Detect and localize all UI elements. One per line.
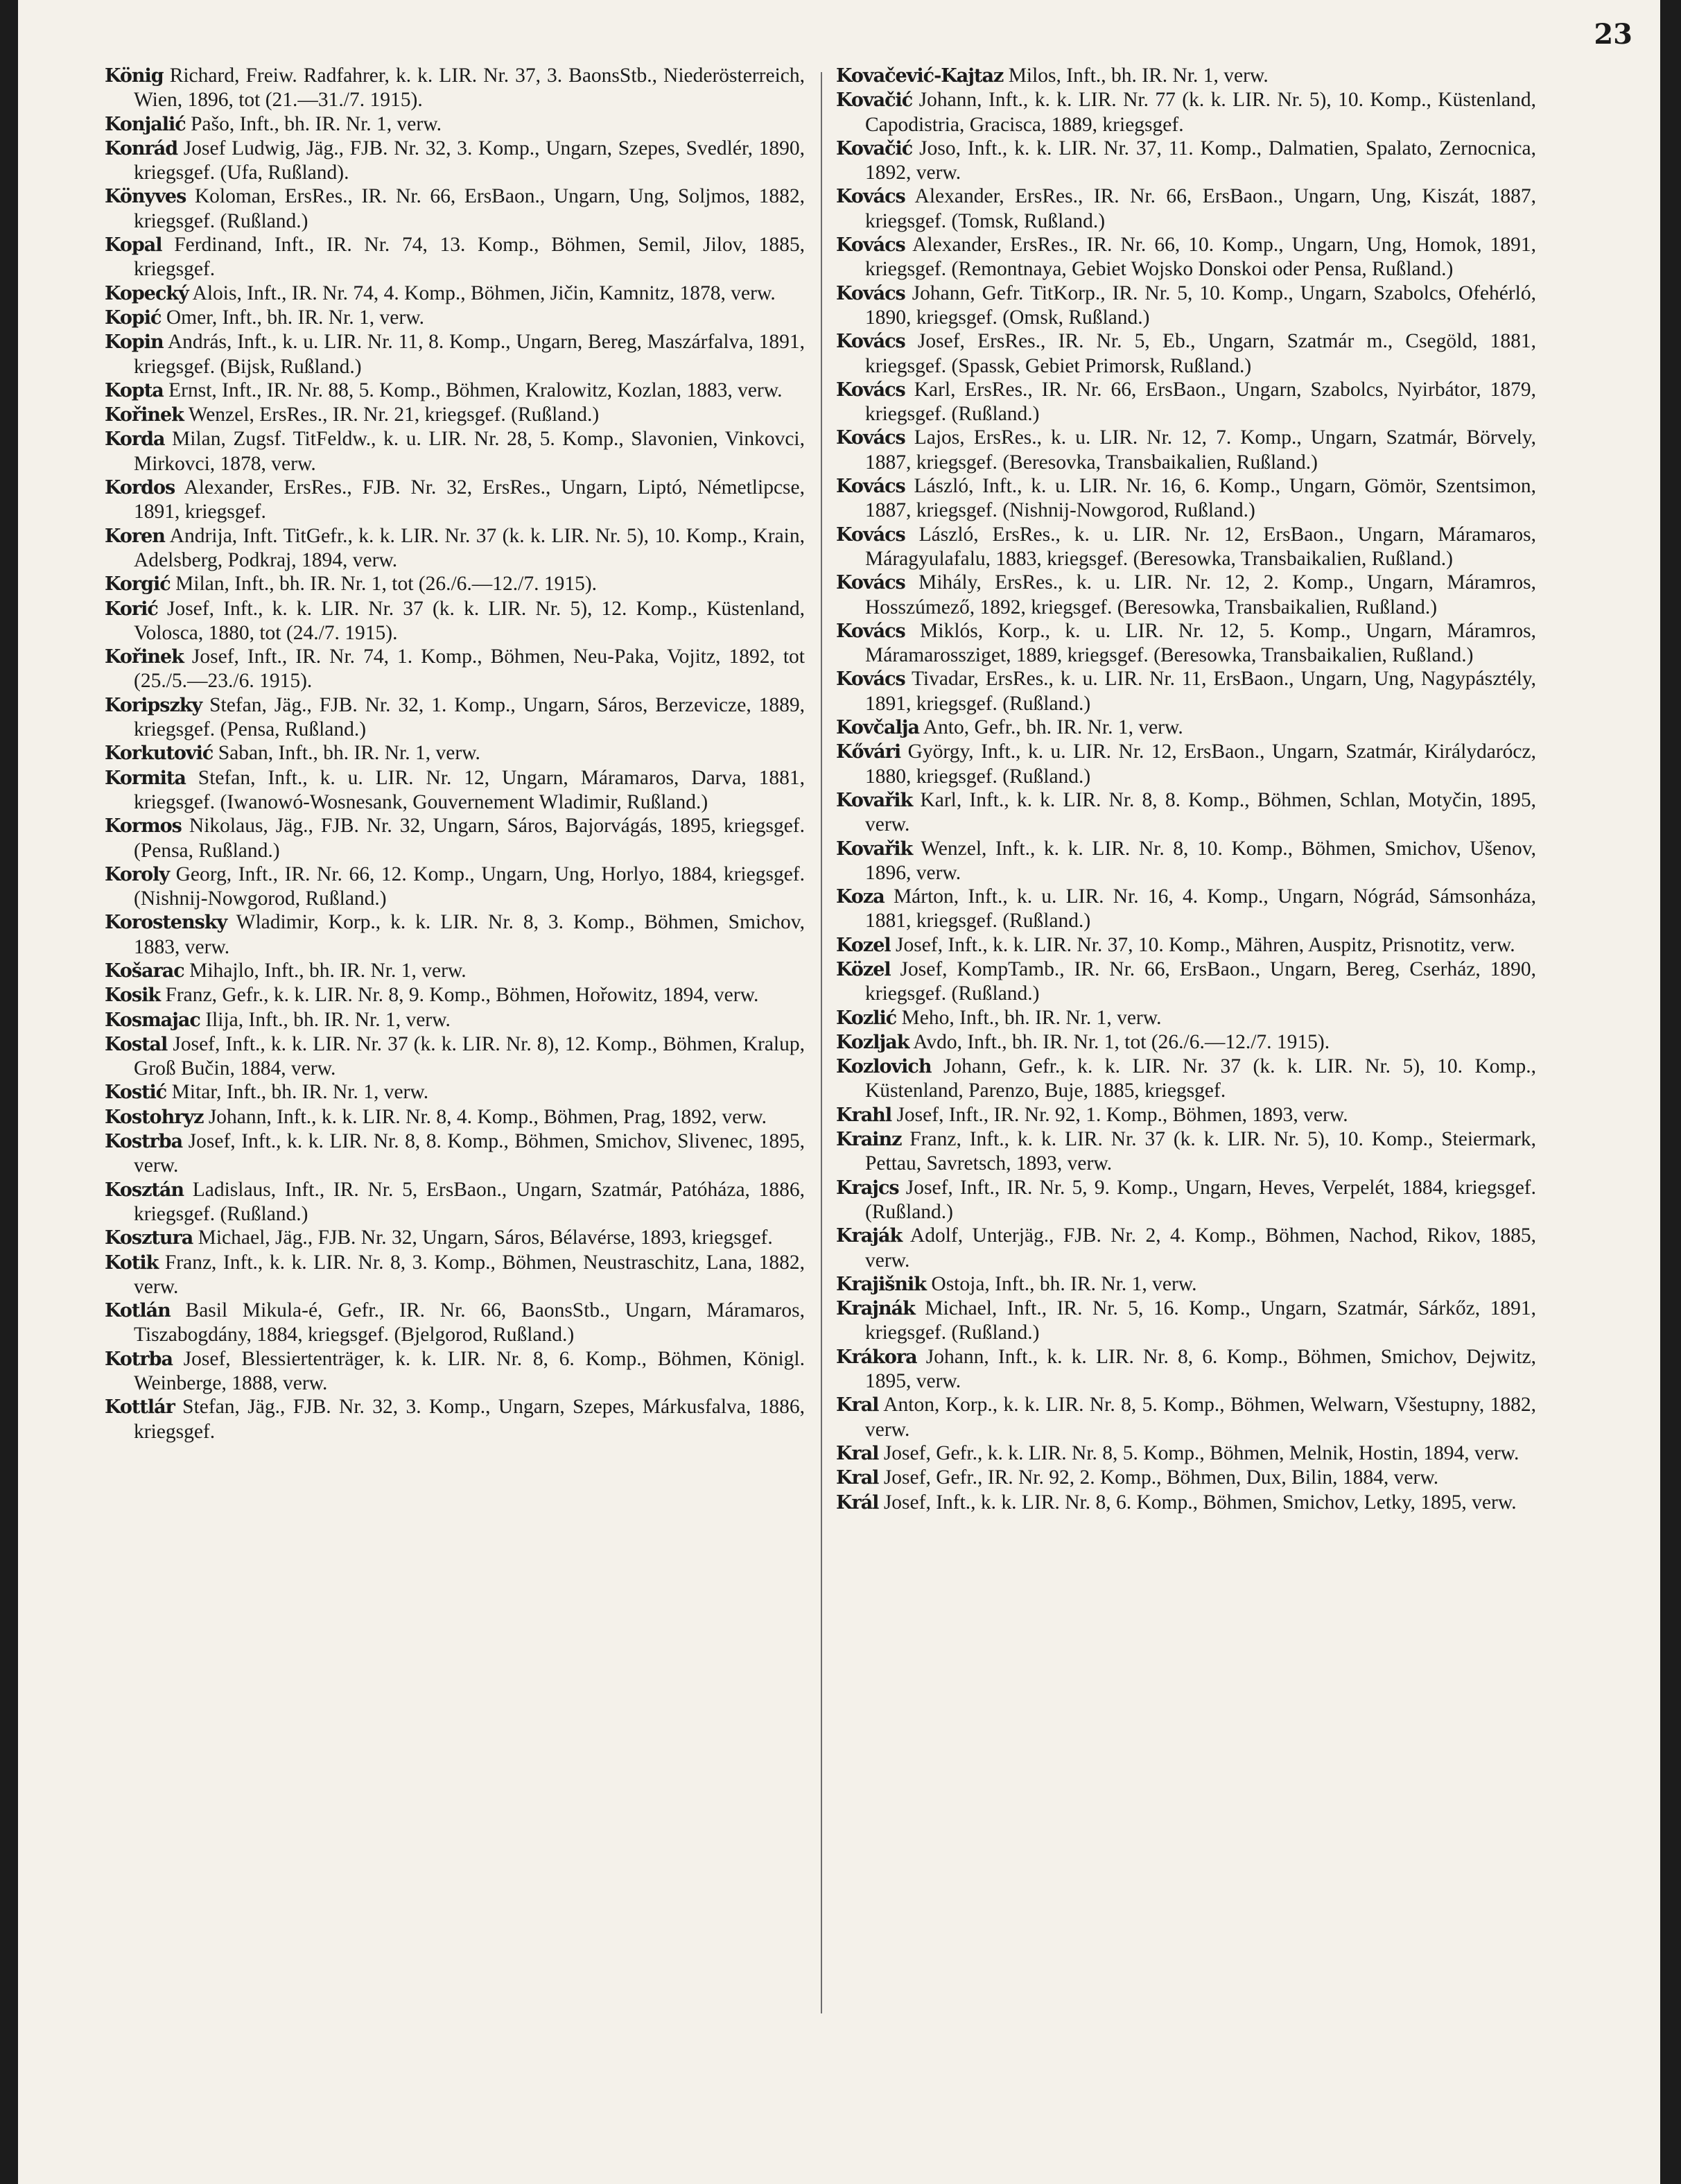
entry [105, 1008, 805, 1032]
entry-text: Mihajlo, Inft., bh. IR. Nr. 1, verw. [184, 959, 467, 982]
entry-text: Josef, Gefr., k. k. LIR. Nr. 8, 5. Komp., Böhmen, Melnik, Hostin, 1894, verw. [878, 1441, 1519, 1464]
entry-name: Kosmajac [105, 1009, 200, 1031]
entry-name: Kottlár [105, 1396, 175, 1419]
entry-text: Josef, Inft., IR. Nr. 92, 1. Komp., Böhmen, 1893, verw. [891, 1103, 1348, 1126]
entry-text: Tivadar, ErsRes., k. u. LIR. Nr. 11, ErsBaon., Ungarn, Ung, Nagypásztély, 1891, kriegsgef. (Rußland.) [865, 668, 1536, 715]
entry-text: Nikolaus, Jäg., FJB. Nr. 32, Ungarn, Sáros, Bajorvágás, 1895, kriegsgef. (Pensa, Rußland.) [134, 815, 805, 862]
entry [105, 112, 805, 137]
entry-name: Kral [836, 1442, 879, 1464]
entry-name: Kozljak [836, 1031, 909, 1053]
entry [836, 523, 1536, 571]
entry [105, 64, 805, 112]
entry [105, 233, 805, 281]
entry-name: Közel [836, 958, 891, 980]
entry-text: Josef, ErsRes., IR. Nr. 5, Eb., Ungarn, Szatmár m., Csegöld, 1881, kriegsgef. (Spassk, Gebiet Primorsk, Rußland.) [865, 330, 1536, 377]
entry-name: Krákora [836, 1346, 917, 1368]
entry-name: Kral [836, 1394, 879, 1416]
entry [836, 716, 1536, 740]
entry-name: Kotlán [105, 1300, 171, 1322]
entry [836, 329, 1536, 378]
entry-name: Kovács [836, 379, 905, 401]
entry-text: Basil Mikula-é, Gefr., IR. Nr. 66, BaonsStb., Ungarn, Máramaros, Tiszabogdány, 1884, kriegsgef. (Bjelgorod, Rußland.) [134, 1299, 805, 1346]
entry-text: Adolf, Unterjäg., FJB. Nr. 2, 4. Komp., Böhmen, Nachod, Rikov, 1885, verw. [865, 1224, 1536, 1272]
entry-text: Josef, Inft., k. k. LIR. Nr. 37 (k. k. LIR. Nr. 8), 12. Komp., Böhmen, Kralup, Groß Bučin, 1884, verw. [134, 1032, 805, 1080]
entry [836, 1393, 1536, 1441]
entry-text: Pašo, Inft., bh. IR. Nr. 1, verw. [185, 112, 442, 135]
entry [105, 524, 805, 573]
right-column [836, 64, 1536, 1515]
entry [836, 1297, 1536, 1345]
entry-text: Richard, Freiw. Radfahrer, k. k. LIR. Nr. 37, 3. BaonsStb., Niederösterreich, Wien, 1896, tot (21.—31./7. 1915). [134, 64, 805, 112]
entry-text: Alexander, ErsRes., IR. Nr. 66, ErsBaon., Ungarn, Ung, Kiszát, 1887, kriegsgef. (Tomsk, Rußland.) [865, 185, 1536, 232]
entry-name: Krajišnik [836, 1273, 927, 1295]
entry-name: Kovács [836, 620, 905, 642]
entry [836, 667, 1536, 716]
entry-name: Kovács [836, 186, 905, 208]
entry-text: Franz, Inft., k. k. LIR. Nr. 37 (k. k. LIR. Nr. 5), 10. Komp., Steiermark, Pettau, Savretsch, 1893, verw. [865, 1128, 1536, 1175]
entry-text: Ilija, Inft., bh. IR. Nr. 1, verw. [200, 1008, 451, 1031]
entry-name: Kral [836, 1467, 879, 1489]
entry [105, 1226, 805, 1250]
entry-text: Anto, Gefr., bh. IR. Nr. 1, verw. [919, 716, 1183, 739]
entry [105, 1105, 805, 1129]
entry [105, 403, 805, 427]
entry-name: Korda [105, 428, 165, 451]
entry-name: König [105, 65, 164, 87]
entry [836, 740, 1536, 788]
entry-name: Kopić [105, 306, 162, 329]
entry-text: Johann, Inft., k. k. LIR. Nr. 8, 4. Komp., Böhmen, Prag, 1892, verw. [203, 1105, 767, 1128]
entry [105, 597, 805, 645]
entry [105, 814, 805, 863]
entry-name: Korić [105, 598, 158, 620]
entry [836, 233, 1536, 281]
entry-text: Josef, Inft., k. k. LIR. Nr. 37 (k. k. LIR. Nr. 5), 12. Komp., Küstenland, Volosca, 1880, tot (24./7. 1915). [134, 597, 805, 644]
entry [105, 184, 805, 233]
entry-text: András, Inft., k. u. LIR. Nr. 11, 8. Komp., Ungarn, Bereg, Maszárfalva, 1891, kriegsgef. (Bijsk, Rußland.) [134, 331, 805, 378]
entry [105, 427, 805, 476]
entry-text: Georg, Inft., IR. Nr. 66, 12. Komp., Ungarn, Ung, Horlyo, 1884, kriegsgef. (Nishnij-Nowgorod, Rußland.) [134, 863, 805, 910]
entry-text: Ernst, Inft., IR. Nr. 88, 5. Komp., Böhmen, Kralowitz, Kozlan, 1883, verw. [163, 379, 783, 401]
entry-name: Kovács [836, 427, 905, 449]
entry [836, 378, 1536, 426]
entry-name: Kovács [836, 668, 905, 691]
entry-text: Josef, Gefr., IR. Nr. 92, 2. Komp., Böhmen, Dux, Bilin, 1884, verw. [878, 1466, 1439, 1489]
entry [105, 1080, 805, 1104]
entry-text: Wenzel, ErsRes., IR. Nr. 21, kriegsgef. (Rußland.) [183, 404, 600, 426]
entry-name: Kosztán [105, 1179, 184, 1201]
entry-text: Josef, Inft., k. k. LIR. Nr. 8, 6. Komp., Böhmen, Smichov, Letky, 1895, verw. [878, 1491, 1517, 1514]
entry-name: Konrád [105, 137, 178, 159]
entry-name: Kotik [105, 1251, 159, 1274]
entry [836, 885, 1536, 933]
entry [836, 137, 1536, 185]
entry-text: Wladimir, Korp., k. k. LIR. Nr. 8, 3. Komp., Böhmen, Smichov, 1883, verw. [134, 911, 805, 958]
entry-text: Josef, Blessiertenträger, k. k. LIR. Nr. 8, 6. Komp., Böhmen, Königl. Weinberge, 1888, verw. [134, 1347, 805, 1395]
entry-name: Kostal [105, 1033, 168, 1055]
entry-text: Stefan, Jäg., FJB. Nr. 32, 1. Komp., Ungarn, Sáros, Berzevicze, 1889, kriegsgef. (Pensa, Rußland.) [134, 693, 805, 741]
entry-text: Josef, Inft., k. k. LIR. Nr. 8, 8. Komp., Böhmen, Smichov, Slivenec, 1895, verw. [134, 1130, 805, 1177]
entry-name: Kostić [105, 1082, 167, 1104]
entry-text: Michael, Inft., IR. Nr. 5, 16. Komp., Ungarn, Szatmár, Sárkőz, 1891, kriegsgef. (Rußland.) [865, 1297, 1536, 1344]
entry-text: Milos, Inft., bh. IR. Nr. 1, verw. [1003, 64, 1269, 87]
entry [105, 330, 805, 379]
entry-text: Mihály, ErsRes., k. u. LIR. Nr. 12, 2. Komp., Ungarn, Máramros, Hosszúmező, 1892, kriegsgef. (Beresowka, Transbaikalien, Rußland.) [865, 571, 1536, 618]
entry-name: Kozlovich [836, 1056, 932, 1078]
entry-name: Kordos [105, 477, 175, 499]
entry [836, 788, 1536, 837]
entry-name: Kostohryz [105, 1106, 204, 1128]
entry [105, 1129, 805, 1178]
entry-name: Kovács [836, 572, 905, 594]
entry-text: Anton, Korp., k. k. LIR. Nr. 8, 5. Komp., Böhmen, Welwarn, Všestupny, 1882, verw. [865, 1394, 1536, 1441]
entry-name: Kraják [836, 1225, 903, 1247]
entry [836, 837, 1536, 885]
entry-name: Kotrba [105, 1348, 173, 1370]
entry-name: Kostrba [105, 1131, 183, 1153]
entry [105, 1251, 805, 1299]
entry-name: Koren [105, 525, 165, 547]
entry [836, 619, 1536, 668]
entry [105, 766, 805, 815]
entry [105, 983, 805, 1007]
entry [836, 1127, 1536, 1176]
entry-text: Franz, Gefr., k. k. LIR. Nr. 8, 9. Komp., Böhmen, Hořowitz, 1894, verw. [160, 984, 759, 1007]
entry-name: Kopta [105, 379, 164, 401]
entry-text: Josef Ludwig, Jäg., FJB. Nr. 32, 3. Komp., Ungarn, Szepes, Svedlér, 1890, kriegsgef. (Ufa, Rußland). [134, 137, 805, 184]
entry-text: Karl, Inft., k. k. LIR. Nr. 8, 8. Komp., Böhmen, Schlan, Motyčin, 1895, verw. [865, 788, 1536, 836]
entry-name: Kozlić [836, 1007, 897, 1029]
entry-text: Franz, Inft., k. k. LIR. Nr. 8, 3. Komp., Böhmen, Neustraschitz, Lana, 1882, verw. [134, 1251, 805, 1298]
entry [105, 645, 805, 693]
entry [105, 693, 805, 742]
entry [836, 933, 1536, 957]
entry-name: Kővári [836, 741, 901, 763]
entry-text: Michael, Jäg., FJB. Nr. 32, Ungarn, Sáros, Bélavérse, 1893, kriegsgef. [193, 1227, 773, 1249]
entry [836, 1030, 1536, 1055]
entry-text: György, Inft., k. u. LIR. Nr. 12, ErsBaon., Ungarn, Szatmár, Királydarócz, 1880, kriegsgef. (Rußland.) [865, 740, 1536, 788]
entry-text: Josef, Inft., k. k. LIR. Nr. 37, 10. Komp., Mähren, Auspitz, Prisnotitz, verw. [890, 933, 1515, 956]
entry-text: Josef, KompTamb., IR. Nr. 66, ErsBaon., Ungarn, Bereg, Cserház, 1890, kriegsgef. (Rußland.) [865, 957, 1536, 1005]
entry-text: László, Inft., k. u. LIR. Nr. 16, 6. Komp., Ungarn, Gömör, Szentsimon, 1887, kriegsgef. (Nishnij-Nowgorod, Rußland.) [865, 475, 1536, 522]
entry-name: Kopal [105, 234, 162, 257]
entry-text: Josef, Inft., IR. Nr. 5, 9. Komp., Ungarn, Heves, Verpelét, 1884, kriegsgef. (Rußland.) [865, 1176, 1536, 1223]
entry-text: Mitar, Inft., bh. IR. Nr. 1, verw. [166, 1081, 429, 1104]
entry-name: Kopin [105, 331, 164, 354]
entry-text: Johann, Gefr. TitKorp., IR. Nr. 5, 10. Komp., Ungarn, Szabolcs, Ofehérló, 1890, kriegsgef. (Omsk, Rußland.) [865, 281, 1536, 329]
page-number: 23 [1594, 18, 1632, 51]
entry-name: Kovács [836, 331, 905, 353]
entry-name: Kovács [836, 282, 905, 304]
entry-text: Johann, Inft., k. k. LIR. Nr. 77 (k. k. LIR. Nr. 5), 10. Komp., Küstenland, Capodistria, Gracisca, 1889, kriegsgef. [865, 89, 1536, 136]
entry-name: Korgić [105, 573, 171, 596]
entry-name: Kovačić [836, 137, 913, 159]
entry-name: Koroly [105, 863, 170, 885]
entry-name: Kovařik [836, 789, 913, 811]
entry [836, 1176, 1536, 1224]
entry [836, 1103, 1536, 1127]
entry-name: Krajcs [836, 1177, 899, 1199]
entry [105, 281, 805, 306]
entry-text: Josef, Inft., IR. Nr. 74, 1. Komp., Böhmen, Neu-Paka, Vojitz, 1892, tot (25./5.—23./6. 1915). [134, 645, 805, 693]
entry-name: Könyves [105, 186, 186, 208]
entry-name: Král [836, 1491, 879, 1514]
left-column [105, 64, 805, 1444]
entry-text: Joso, Inft., k. k. LIR. Nr. 37, 11. Komp., Dalmatien, Spalato, Zernocnica, 1892, verw. [865, 137, 1536, 184]
column-rule [821, 72, 822, 2013]
entry-text: Karl, ErsRes., IR. Nr. 66, ErsBaon., Ungarn, Szabolcs, Nyirbátor, 1879, kriegsgef. (Rußland.) [865, 378, 1536, 426]
entry-name: Kovčalja [836, 717, 920, 739]
entry-name: Kormos [105, 815, 182, 838]
entry [105, 910, 805, 959]
entry-text: Miklós, Korp., k. u. LIR. Nr. 12, 5. Komp., Ungarn, Máramros, Máramarossziget, 1889, kriegsgef. (Beresowka, Transbaikalien, Rußland.) [865, 619, 1536, 667]
entry [105, 1032, 805, 1081]
entry [105, 137, 805, 185]
entry-text: Alois, Inft., IR. Nr. 74, 4. Komp., Böhmen, Jičin, Kamnitz, 1878, verw. [188, 281, 776, 304]
entry [105, 863, 805, 911]
entry-name: Košarac [105, 960, 184, 982]
entry-name: Kovačić [836, 89, 913, 112]
entry [836, 426, 1536, 474]
entry [836, 281, 1536, 330]
entry [105, 476, 805, 524]
entry [105, 572, 805, 596]
entry-text: Avdo, Inft., bh. IR. Nr. 1, tot (26./6.—12./7. 1915). [909, 1030, 1330, 1053]
entry [836, 184, 1536, 233]
entry [105, 741, 805, 765]
entry [836, 474, 1536, 523]
entry [836, 1006, 1536, 1030]
entry-text: Wenzel, Inft., k. k. LIR. Nr. 8, 10. Komp., Böhmen, Smichov, Ušenov, 1896, verw. [865, 837, 1536, 884]
entry-text: Johann, Inft., k. k. LIR. Nr. 8, 6. Komp., Böhmen, Smichov, Dejwitz, 1895, verw. [865, 1345, 1536, 1393]
entry-text: Omer, Inft., bh. IR. Nr. 1, verw. [161, 306, 424, 329]
entry-name: Krahl [836, 1104, 892, 1126]
entry [836, 88, 1536, 137]
entry-name: Krajnák [836, 1298, 915, 1320]
entry-text: Ferdinand, Inft., IR. Nr. 74, 13. Komp., Böhmen, Semil, Jilov, 1885, kriegsgef. [134, 234, 805, 281]
entry-name: Kovács [836, 476, 905, 498]
entry [105, 1299, 805, 1347]
entry-text: Milan, Zugsf. TitFeldw., k. u. LIR. Nr. 28, 5. Komp., Slavonien, Vinkovci, Mirkovci, 1878, verw. [134, 428, 805, 475]
entry [105, 959, 805, 983]
entry-text: Meho, Inft., bh. IR. Nr. 1, verw. [896, 1006, 1162, 1029]
entry-text: Alexander, ErsRes., IR. Nr. 66, 10. Komp., Ungarn, Ung, Homok, 1891, kriegsgef. (Remontnaya, Gebiet Wojsko Donskoi oder Pensa, Rußland.) [865, 234, 1536, 281]
entry [836, 64, 1536, 88]
entry [836, 1272, 1536, 1297]
entry-name: Koripszky [105, 694, 202, 716]
entry-text: László, ErsRes., k. u. LIR. Nr. 12, ErsBaon., Ungarn, Máramaros, Máragyulafalu, 1883, kriegsgef. (Beresowka, Transbaikalien, Rußland.) [865, 523, 1536, 570]
entry [836, 1345, 1536, 1394]
entry-name: Kozel [836, 934, 891, 956]
entry [836, 1441, 1536, 1466]
entry-name: Korkutović [105, 743, 214, 765]
entry-name: Kovács [836, 234, 905, 257]
entry-name: Kovařik [836, 838, 913, 860]
entry-name: Konjalić [105, 113, 186, 135]
entry [836, 571, 1536, 619]
entry-name: Kosik [105, 985, 161, 1007]
entry-text: Saban, Inft., bh. IR. Nr. 1, verw. [213, 742, 480, 765]
entry [836, 1055, 1536, 1103]
entry-text: Ladislaus, Inft., IR. Nr. 5, ErsBaon., Ungarn, Szatmár, Patóháza, 1886, kriegsgef. (Rußland.) [134, 1178, 805, 1225]
entry-text: Lajos, ErsRes., k. u. LIR. Nr. 12, 7. Komp., Ungarn, Szatmár, Börvely, 1887, kriegsgef. (Beresovka, Transbaikalien, Rußland.) [865, 426, 1536, 474]
entry-name: Korostensky [105, 912, 227, 934]
entry [105, 306, 805, 330]
entry-name: Krainz [836, 1129, 902, 1151]
entry-name: Kořinek [105, 646, 184, 668]
entry [105, 1178, 805, 1227]
entry-name: Kovács [836, 523, 905, 546]
entry [105, 1395, 805, 1444]
entry [836, 1466, 1536, 1490]
entry [105, 1347, 805, 1396]
entry-text: Milan, Inft., bh. IR. Nr. 1, tot (26./6.—12./7. 1915). [170, 573, 598, 596]
entry-text: Alexander, ErsRes., FJB. Nr. 32, ErsRes., Ungarn, Liptó, Németlipcse, 1891, kriegsgef. [134, 476, 805, 523]
entry-name: Kormita [105, 767, 186, 789]
entry-text: Ostoja, Inft., bh. IR. Nr. 1, verw. [926, 1272, 1197, 1295]
entry-name: Kovačević-Kajtaz [836, 65, 1004, 87]
entry-text: Johann, Gefr., k. k. LIR. Nr. 37 (k. k. LIR. Nr. 5), 10. Komp., Küstenland, Parenzo, Buje, 1885, kriegsgef. [865, 1055, 1536, 1102]
entry [836, 1491, 1536, 1515]
entry-name: Koza [836, 886, 885, 908]
entry-name: Kosztura [105, 1227, 193, 1249]
entry-text: Andrija, Inft. TitGefr., k. k. LIR. Nr. 37 (k. k. LIR. Nr. 5), 10. Komp., Krain, Adelsberg, Podkraj, 1894, verw. [134, 524, 805, 571]
entry [105, 379, 805, 403]
entry-text: Stefan, Jäg., FJB. Nr. 32, 3. Komp., Ungarn, Szepes, Márkusfalva, 1886, kriegsgef. [134, 1396, 805, 1443]
entry-text: Márton, Inft., k. u. LIR. Nr. 16, 4. Komp., Ungarn, Nógrád, Sámsonháza, 1881, kriegsgef. (Rußland.) [865, 885, 1536, 933]
entry-text: Stefan, Inft., k. u. LIR. Nr. 12, Ungarn, Máramaros, Darva, 1881, kriegsgef. (Iwanowó-Wosnesank, Gouvernement Wladimir, Rußland.) [134, 766, 805, 813]
entry [836, 957, 1536, 1006]
entry-name: Kopecký [105, 282, 189, 304]
entry-text: Koloman, ErsRes., IR. Nr. 66, ErsBaon., Ungarn, Ung, Soljmos, 1882, kriegsgef. (Rußland.) [134, 185, 805, 232]
entry-name: Kořinek [105, 404, 184, 426]
entry [836, 1224, 1536, 1272]
